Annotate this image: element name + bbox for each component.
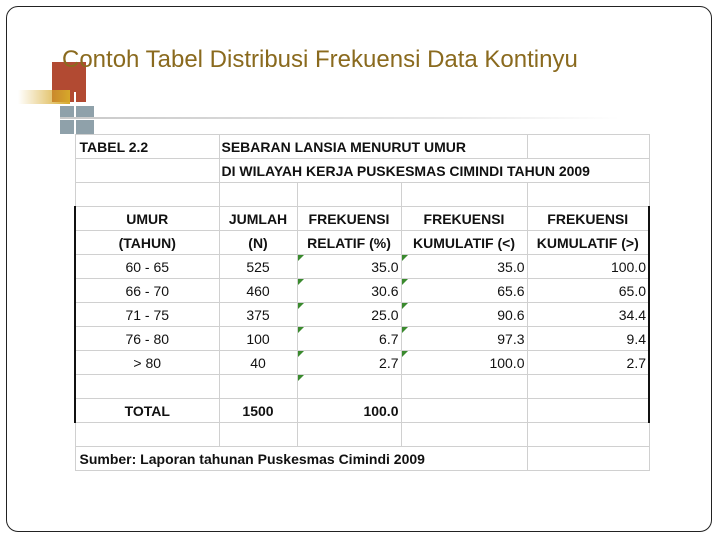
empty-cell xyxy=(75,159,219,183)
cell-jumlah: 375 xyxy=(219,303,297,327)
cell-jumlah: 525 xyxy=(219,255,297,279)
column-subheader-relatif: RELATIF (%) xyxy=(297,231,401,255)
table-row xyxy=(75,351,649,375)
column-header-frekuensi-relatif: FREKUENSI xyxy=(297,207,401,231)
column-header-jumlah: JUMLAH xyxy=(219,207,297,231)
empty-cell xyxy=(527,135,649,159)
column-subheader-kumulatif-lt: KUMULATIF (<) xyxy=(401,231,527,255)
cell-relatif: 30.6 xyxy=(297,279,401,303)
total-relatif: 100.0 xyxy=(297,399,401,423)
table-row xyxy=(75,255,649,279)
cell-kumulatif-lt: 90.6 xyxy=(401,303,527,327)
cell-kumulatif-lt: 35.0 xyxy=(401,255,527,279)
column-header-frekuensi-kumulatif-gt: FREKUENSI xyxy=(527,207,649,231)
cell-kumulatif-lt: 65.6 xyxy=(401,279,527,303)
table-row xyxy=(75,327,649,351)
cell-relatif: 6.7 xyxy=(297,327,401,351)
table-row xyxy=(75,279,649,303)
frequency-table-container xyxy=(74,134,650,471)
spacer-row xyxy=(75,423,649,447)
cell-umur: 76 - 80 xyxy=(75,327,219,351)
total-label: TOTAL xyxy=(75,399,219,423)
frequency-table xyxy=(74,134,650,471)
column-subheader-umur: (TAHUN) xyxy=(75,231,219,255)
slide-title: Contoh Tabel Distribusi Frekuensi Data Kontinyu xyxy=(62,46,578,73)
table-caption-line-2: DI WILAYAH KERJA PUSKESMAS CIMINDI TAHUN 2009 xyxy=(219,159,649,183)
title-decoration-gold-bar xyxy=(18,90,70,104)
cell-jumlah: 100 xyxy=(219,327,297,351)
table-source-note: Sumber: Laporan tahunan Puskesmas Cimindi 2009 xyxy=(75,447,527,471)
cell-kumulatif-gt: 100.0 xyxy=(527,255,649,279)
cell-kumulatif-lt: 97.3 xyxy=(401,327,527,351)
empty-cell xyxy=(527,447,649,471)
total-row xyxy=(75,399,649,423)
table-caption-row-1 xyxy=(75,135,649,159)
cell-umur: 66 - 70 xyxy=(75,279,219,303)
blank-row xyxy=(75,375,649,399)
column-header-umur: UMUR xyxy=(75,207,219,231)
cell-umur: > 80 xyxy=(75,351,219,375)
title-underline xyxy=(60,117,620,119)
cell-relatif: 35.0 xyxy=(297,255,401,279)
cell-jumlah: 40 xyxy=(219,351,297,375)
cell-kumulatif-gt: 34.4 xyxy=(527,303,649,327)
table-row xyxy=(75,303,649,327)
column-subheader-kumulatif-gt: KUMULATIF (>) xyxy=(527,231,649,255)
source-row xyxy=(75,447,649,471)
cell-kumulatif-lt: 100.0 xyxy=(401,351,527,375)
column-header-row-2 xyxy=(75,231,649,255)
cell-kumulatif-gt: 65.0 xyxy=(527,279,649,303)
empty-cell xyxy=(527,399,649,423)
table-caption-row-2 xyxy=(75,159,649,183)
cell-relatif: 2.7 xyxy=(297,351,401,375)
title-decoration-divider-vertical xyxy=(74,92,76,134)
column-header-row-1 xyxy=(75,207,649,231)
cell-umur: 60 - 65 xyxy=(75,255,219,279)
cell-relatif: 25.0 xyxy=(297,303,401,327)
cell-umur: 71 - 75 xyxy=(75,303,219,327)
table-label: TABEL 2.2 xyxy=(75,135,219,159)
cell-jumlah: 460 xyxy=(219,279,297,303)
cell-kumulatif-gt: 9.4 xyxy=(527,327,649,351)
title-decoration-gray-square xyxy=(60,106,94,134)
empty-cell xyxy=(401,399,527,423)
column-header-frekuensi-kumulatif-lt: FREKUENSI xyxy=(401,207,527,231)
cell-kumulatif-gt: 2.7 xyxy=(527,351,649,375)
total-jumlah: 1500 xyxy=(219,399,297,423)
column-subheader-jumlah: (N) xyxy=(219,231,297,255)
spacer-row xyxy=(75,183,649,207)
table-caption-line-1: SEBARAN LANSIA MENURUT UMUR xyxy=(219,135,527,159)
